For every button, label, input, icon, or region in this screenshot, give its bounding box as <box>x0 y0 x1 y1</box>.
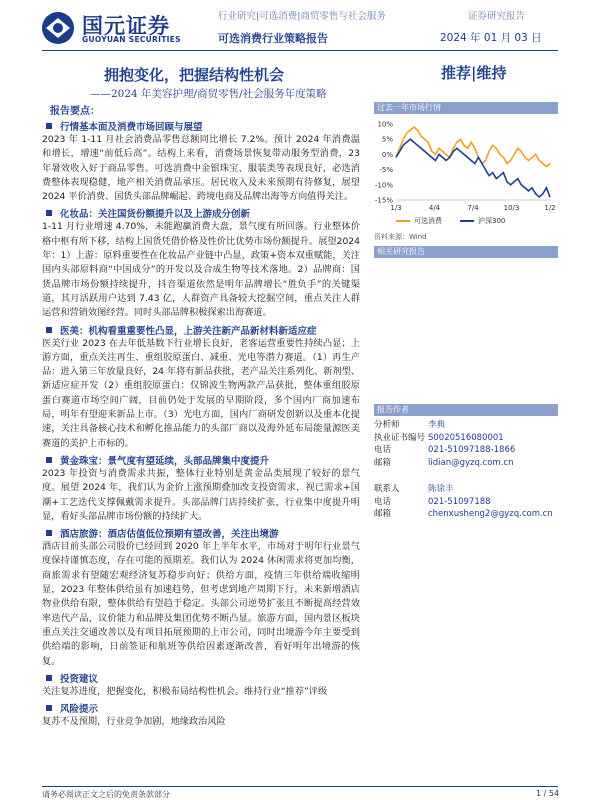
contact-name: 陈徐丰 <box>428 484 454 494</box>
x-tick-label: 7/4 <box>467 204 479 212</box>
phone-number: 021-51097188 <box>428 496 491 507</box>
section-body: 关注复苏进度，把握变化，积极布局结构性机会。维持行业“推荐”评级 <box>42 685 328 697</box>
related-reports-area <box>374 258 558 404</box>
contact-card <box>374 483 558 521</box>
phone-number: 021-51097188-1866 <box>428 445 516 455</box>
section-cosmetics <box>42 206 360 320</box>
section-heading: 风险提示 <box>60 704 99 716</box>
y-tick-label: 0% <box>381 150 393 159</box>
bullet-square-icon <box>46 705 52 711</box>
page-number: 1 / 54 <box>536 789 560 798</box>
y-tick-label: -15% <box>374 196 393 205</box>
bullet-square-icon <box>46 123 52 129</box>
cert-number: S0020516080001 <box>428 432 504 443</box>
chart-source: 资料来源：Wind <box>374 233 427 241</box>
rating-badge: 推荐|维持 <box>441 64 507 82</box>
report-category: 行业研究|可选消费|商贸零售与社会服务 <box>218 11 386 22</box>
x-tick-label: 1/3 <box>390 204 402 212</box>
report-date: 2024 年 01 月 03 日 <box>440 32 542 44</box>
report-summary <box>42 102 360 729</box>
y-tick-label: 10% <box>377 120 393 129</box>
bullet-square-icon <box>46 327 52 333</box>
analyst-header-bar: 报告作者 <box>374 404 558 416</box>
company-logo <box>40 10 200 46</box>
section-investment-advice <box>42 671 360 699</box>
section-body: 1-11 月行业增速 4.70%，未能跑赢消费大盘，景气度有所回落。行业整体价格中枢有所下移，结构上国货凭借价格及性价比优势市场份额提升。展望2024年：1）上游：原料重要性在化妆品产业链中凸显，政策+资本双重赋能，关注国内头部原料商“中国成分”的开发以及合成生物等技术落地。2）品牌商：国货品牌市场份额持续提升，抖音渠道依然是明年品牌增长“胜负手”的关键渠道，其月活跃用户达到 7.43 亿，人群资产具备较大挖掘空间，重点关注人群运营和营销效图经营。同时头部品牌积极探索出海赛道。 <box>42 221 360 319</box>
report-series-title: 可选消费行业策略报告 <box>218 32 328 45</box>
y-tick-label: -5% <box>379 166 393 175</box>
legend-label: 可选消费 <box>414 217 442 225</box>
email-link[interactable]: lidian@gyzq.com.cn <box>428 457 514 468</box>
report-type: 证券研究报告 <box>468 11 526 22</box>
market-performance-chart <box>374 116 558 216</box>
section-jewelry <box>42 453 360 524</box>
y-tick-label: -10% <box>374 181 393 190</box>
bullet-square-icon <box>46 457 52 463</box>
phone-label: 电话 <box>374 445 392 455</box>
x-tick-label: 1/2 <box>544 204 556 212</box>
role-label: 分析师 <box>374 420 400 430</box>
section-medical-aesthetics <box>42 323 360 451</box>
section-risk <box>42 701 360 729</box>
email-label: 邮箱 <box>374 457 392 468</box>
report-header <box>0 0 600 58</box>
logo-chinese-name: 国元证券 <box>82 13 170 38</box>
footer-divider <box>42 786 558 787</box>
series-line <box>396 139 550 197</box>
chart-title-bar: 过去一年市场行情 <box>374 102 558 114</box>
x-tick-label: 4/4 <box>428 204 441 212</box>
logo-english-name: GUOYUAN SECURITIES <box>82 35 181 44</box>
section-market-review <box>42 119 360 204</box>
section-body: 酒店目前头部公司股价已经回到 2020 年上半年水平，市场对于明年行业景气度保持谨慎态度，存在可能的预期差。我们认为 2024 休闲需求将更加均衡，商旅需求有望随宏观经济复苏稳步向好；供给方面，疫情三年供给端收缩明显，2023 年整体供给虽有加速趋势，但考虑到地产周期下行，未来新增酒店物业供给有限，整体供给有望趋于稳定。头部公司逆势扩张且不断提高经营效率迭代产品，议价能力和品牌及集团优势不断凸显。旅游方面，国内景区板块重点关注交通改善以及有项目拓展预期的上市公司，同时出境游今年主要受到供给端的影响，日前签证和航班等供给因素逐渐改善，看好明年出境游的恢复。 <box>42 541 360 667</box>
logo-emblem-icon <box>40 10 78 46</box>
summary-label: 报告要点： <box>50 106 100 117</box>
analyst-name: 李典 <box>428 420 446 430</box>
header-divider <box>42 50 558 51</box>
section-heading: 黄金珠宝：景气度有望延续，头部品牌集中度提升 <box>60 455 270 467</box>
section-heading: 投资建议 <box>60 673 99 685</box>
section-heading: 化妆品：关注国货份额提升以及上游成分创新 <box>60 209 251 221</box>
legend-swatch <box>396 220 410 222</box>
role-label: 联系人 <box>374 484 400 494</box>
cert-label: 执业证书编号 <box>374 432 426 443</box>
section-hotel-tourism <box>42 526 360 669</box>
phone-label: 电话 <box>374 496 392 507</box>
bullet-square-icon <box>46 210 52 216</box>
section-body: 2023 年 1-11 月社会消费品零售总额同比增长 7.2%。预计 2024 年消费温和增长，增速“前低后高”。结构上来看，消费场景恢复带动服务型消费，23 年暑效收入好于商品零售。可选消费中金银珠宝、服装类等表现良好，必选消费整体表现稳健，地产相关消费品承压。居民收入及未来预期有待修复，展望 2024 平价消费、国货头部品牌崛起、跨境电商及品牌出海等方向值得关注。 <box>42 134 360 203</box>
chart-legend <box>396 216 558 226</box>
legend-swatch <box>460 220 474 222</box>
page-subtitle: ——2024 年美容护理/商贸零售/社会服务年度策略 <box>90 88 327 100</box>
section-body: 医美行业 2023 在去年低基数下行业增长良好，老客运营重要性持续凸显；上游方面，重点关注再生、重组胶原蛋白、减重、光电等潜力赛道。（1）再生产品：进入第三年放量良好，24 年将有新品获批，老产品关注系列化、新剂型、新适应症开发（2）重组胶原蛋白：仅锦波生物两款产品获批，整体重组胶原蛋白赛道市场空间广阔，目前仍处于发展的早期阶段，多个国内厂商加速布局，明年有望迎来新品上市。（3）光电方面，国内厂商研发创新以及重本化提速，关注具备核心技术和孵化推品能力的头部厂商以及海外延布局能量源医美赛道的美护上市标的。 <box>42 337 360 449</box>
section-heading: 行情基本面及消费市场回顾与展望 <box>60 122 203 133</box>
x-tick-label: 10/3 <box>503 204 520 212</box>
y-tick-label: 5% <box>381 135 393 144</box>
email-label: 邮箱 <box>374 509 392 519</box>
bullet-square-icon <box>46 530 52 536</box>
email-link[interactable]: chenxusheng2@gyzq.com.cn <box>428 509 553 519</box>
disclaimer-note: 请务必阅读正文之后的免责条款部分 <box>42 790 170 799</box>
analyst-card <box>374 419 558 469</box>
page-title: 拥抱变化，把握结构性机会 <box>104 66 285 84</box>
bullet-square-icon <box>46 675 52 681</box>
section-heading: 酒店旅游：酒店估值低位预期有望改善，关注出境游 <box>60 529 279 541</box>
section-body: 复苏不及预期，行业竞争加剧，地缘政治风险 <box>42 716 226 728</box>
legend-label: 沪深300 <box>478 217 506 225</box>
section-heading: 医美：机构看重重要性凸显，上游关注新产品新材料新适应症 <box>60 325 317 337</box>
section-body: 2023 年投资与消费需求共振，整体行业特别是黄金品类展现了较好的景气度。展望 2024 年，我们认为金价上涨预期叠加改支投资需求，视已需求+国潮+工艺迭代支撑佩戴需求提升。头部品牌门店持续扩张，行业集中度提升明显，看好头部品牌市场份额的持续扩大。 <box>42 467 360 522</box>
sidebar <box>374 102 558 521</box>
related-reports-bar: 相关研究报告 <box>374 246 558 258</box>
